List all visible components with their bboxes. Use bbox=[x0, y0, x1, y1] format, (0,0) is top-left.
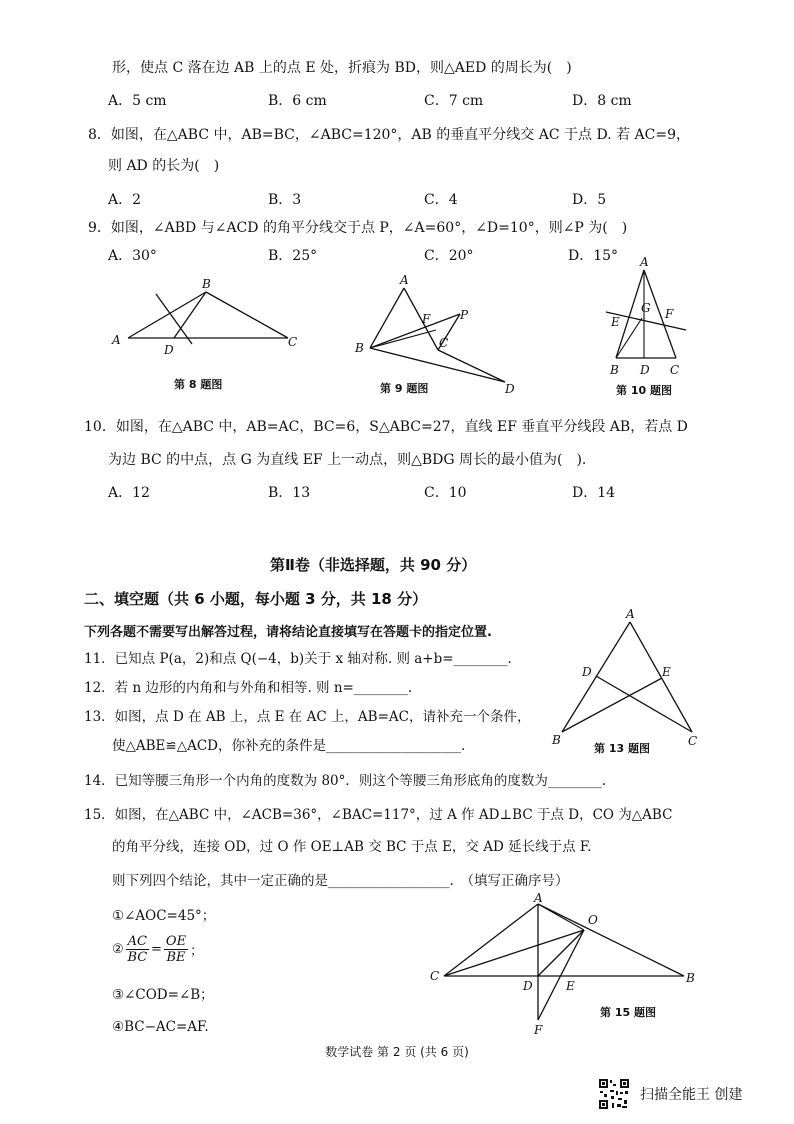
fig8-caption: 第 8 题图 bbox=[174, 378, 223, 391]
q13-line1: 13．如图，点 D 在 AB 上，点 E 在 AC 上，AB=AC，请补充一个条件， bbox=[84, 709, 531, 725]
scanner-watermark: 扫描全能王 创建 bbox=[640, 1087, 743, 1103]
fig15-label-b: B bbox=[686, 971, 695, 985]
q13-line2: 使△ABE≌△ACD，你补充的条件是____________________. bbox=[112, 738, 466, 754]
fig15-label-o: O bbox=[588, 913, 598, 927]
q10-option-c: C．10 bbox=[424, 485, 467, 501]
figure-13 bbox=[550, 606, 710, 748]
q15-c2-den2: BE bbox=[166, 950, 186, 965]
q15-conclusion-1: ①∠AOC=45°； bbox=[112, 908, 216, 924]
q15-conclusion-3: ③∠COD=∠B； bbox=[112, 987, 214, 1003]
fig9-label-b: B bbox=[355, 341, 364, 355]
q8-line1: 8．如图，在△ABC 中，AB=BC，∠ABC=120°，AB 的垂直平分线交 AC 于点 D. 若 AC=9， bbox=[88, 127, 690, 143]
q15-line3: 则下列四个结论，其中一定正确的是__________________. （填写正确序号） bbox=[112, 873, 569, 889]
fig9-label-d: D bbox=[505, 382, 515, 394]
fig13-caption: 第 13 题图 bbox=[594, 742, 650, 755]
fig9-label-a: A bbox=[400, 273, 409, 287]
q10-option-d: D．14 bbox=[572, 485, 616, 501]
section2-instruction: 下列各题不需要写出解答过程，请将结论直接填写在答题卡的指定位置. bbox=[84, 625, 492, 640]
fig15-label-a: A bbox=[534, 892, 543, 905]
fig10-label-g: G bbox=[641, 301, 651, 315]
fig8-label-d: D bbox=[164, 343, 174, 357]
fig15-caption: 第 15 题图 bbox=[600, 1006, 656, 1019]
q10-line2: 为边 BC 的中点，点 G 为直线 EF 上一动点，则△BDG 周长的最小值为( ). bbox=[108, 452, 587, 468]
fig10-label-c: C bbox=[670, 363, 680, 377]
fig10-caption: 第 10 题图 bbox=[616, 384, 672, 397]
q15-c2-suffix: ； bbox=[190, 944, 204, 959]
q15-line2: 的角平分线，连接 OD，过 O 作 OE⊥AB 交 BC 于点 E，交 AD 延长线于点 F. bbox=[112, 839, 592, 855]
fig15-label-f: F bbox=[534, 1023, 543, 1037]
q15-c2-num1: AC bbox=[127, 934, 147, 949]
figure-9 bbox=[350, 272, 525, 394]
q7-option-c: C．7 cm bbox=[424, 93, 484, 109]
fig10-label-b: B bbox=[610, 363, 619, 377]
q15-line1: 15．如图，在△ABC 中，∠ACB=36°，∠BAC=117°，过 A 作 AD⊥BC 于点 D，CO 为△ABC bbox=[84, 807, 673, 823]
q14-text: 14．已知等腰三角形一个内角的度数为 80°．则这个等腰三角形底角的度数为________. bbox=[84, 773, 607, 789]
fig10-label-e: E bbox=[611, 315, 620, 329]
q11-text: 11．已知点 P(a，2)和点 Q(−4，b)关于 x 轴对称. 则 a+b=________. bbox=[84, 651, 512, 667]
qr-code-icon bbox=[598, 1078, 630, 1110]
q9-line1: 9．如图，∠ABD 与∠ACD 的角平分线交于点 P，∠A=60°，∠D=10°，则∠P 为( ) bbox=[88, 220, 628, 236]
fig15-label-c: C bbox=[430, 969, 440, 983]
q7-option-d: D．8 cm bbox=[572, 93, 632, 109]
figure-10 bbox=[598, 252, 693, 380]
figure-8 bbox=[108, 272, 308, 362]
fig15-label-e: E bbox=[566, 979, 575, 993]
q9-option-d: D．15° bbox=[568, 248, 619, 264]
fig8-label-c: C bbox=[288, 335, 298, 349]
q10-option-a: A．12 bbox=[108, 485, 150, 501]
q15-c2-prefix: ② bbox=[112, 942, 124, 957]
q15-c2-den1: BC bbox=[127, 950, 148, 965]
q9-option-a: A．30° bbox=[108, 248, 157, 264]
fig8-label-a: A bbox=[112, 333, 121, 347]
fig10-label-f: F bbox=[665, 307, 674, 321]
fig9-label-f: F bbox=[422, 312, 431, 326]
q15-conclusion-4: ④BC−AC=AF. bbox=[112, 1019, 209, 1035]
q12-text: 12．若 n 边形的内角和与外角和相等. 则 n=________. bbox=[84, 680, 413, 696]
q9-option-c: C．20° bbox=[424, 248, 474, 264]
q15-c2-num2: OE bbox=[165, 934, 187, 949]
fig13-label-d: D bbox=[582, 665, 592, 679]
q9-option-b: B．25° bbox=[268, 248, 318, 264]
q7-text: 形，使点 C 落在边 AB 上的点 E 处，折痕为 BD，则△AED 的周长为( ) bbox=[112, 60, 572, 76]
q15-c2-eq: = bbox=[151, 942, 162, 957]
fig13-label-c: C bbox=[688, 734, 698, 748]
q8-option-b: B．3 bbox=[268, 192, 302, 208]
page-footer: 数学试卷 第 2 页 (共 6 页) bbox=[325, 1045, 469, 1059]
q15-conclusion-2 bbox=[112, 934, 203, 965]
fig10-label-a: A bbox=[640, 255, 649, 269]
fig8-label-b: B bbox=[202, 277, 211, 291]
q10-line1: 10．如图，在△ABC 中，AB=AC，BC=6，S△ABC=27，直线 EF 垂直平分线段 AB，若点 D bbox=[84, 419, 688, 435]
q7-option-a: A．5 cm bbox=[108, 93, 167, 109]
section2-title: 二、填空题（共 6 小题，每小题 3 分，共 18 分） bbox=[84, 590, 428, 608]
fig13-label-b: B bbox=[552, 733, 561, 747]
q8-option-c: C．4 bbox=[424, 192, 458, 208]
fig15-label-d: D bbox=[523, 979, 533, 993]
q8-option-d: D．5 bbox=[572, 192, 607, 208]
fig10-label-d: D bbox=[640, 363, 650, 377]
q8-option-a: A．2 bbox=[108, 192, 142, 208]
q10-option-b: B．13 bbox=[268, 485, 311, 501]
fig9-label-c: C bbox=[439, 336, 449, 350]
fig9-label-p: P bbox=[460, 308, 469, 322]
part2-title: 第Ⅱ卷（非选择题，共 90 分） bbox=[270, 556, 477, 574]
q7-option-b: B．6 cm bbox=[268, 93, 327, 109]
fig13-label-e: E bbox=[662, 665, 671, 679]
q8-line2: 则 AD 的长为( ) bbox=[108, 158, 220, 174]
figure-15 bbox=[426, 892, 706, 1040]
fig9-caption: 第 9 题图 bbox=[380, 382, 429, 395]
fig13-label-a: A bbox=[626, 607, 635, 621]
